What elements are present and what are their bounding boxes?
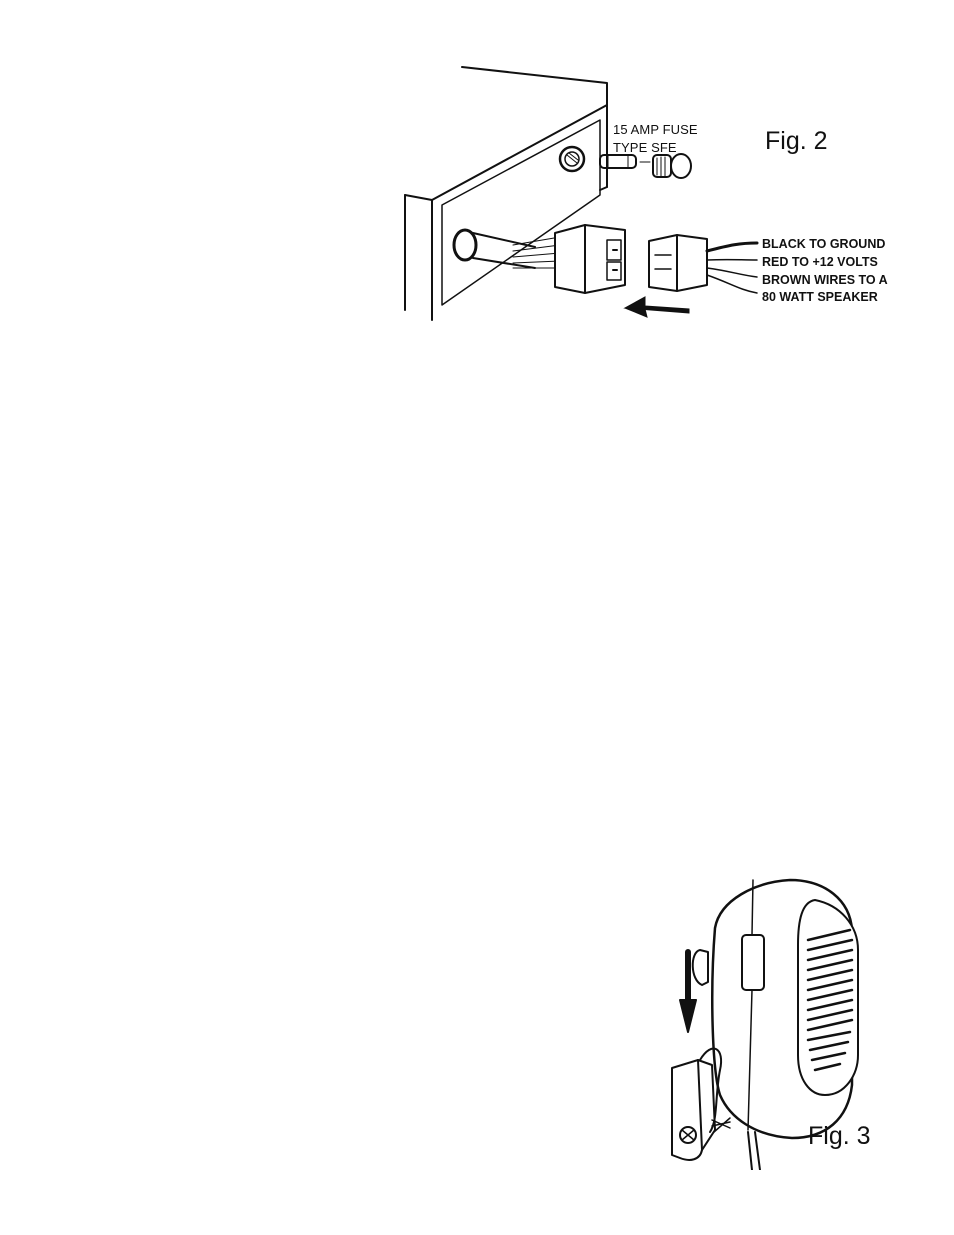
fuse-label	[613, 121, 698, 157]
wire-label-speaker: 80 WATT SPEAKER	[762, 290, 878, 304]
figure-2-title: Fig. 2	[765, 127, 828, 155]
figure-3-title: Fig. 3	[808, 1122, 871, 1150]
figure-3-microphone-mount	[660, 870, 885, 1170]
fuse-label-line-2: TYPE SFE	[613, 140, 677, 155]
wire-label-black: BLACK TO GROUND	[762, 237, 886, 251]
wire-label-red: RED TO +12 VOLTS	[762, 255, 878, 269]
figure-2-power-connection	[395, 55, 925, 330]
fuse-label-line-1: 15 AMP FUSE	[613, 122, 698, 137]
wire-label-brown: BROWN WIRES TO A	[762, 273, 888, 287]
